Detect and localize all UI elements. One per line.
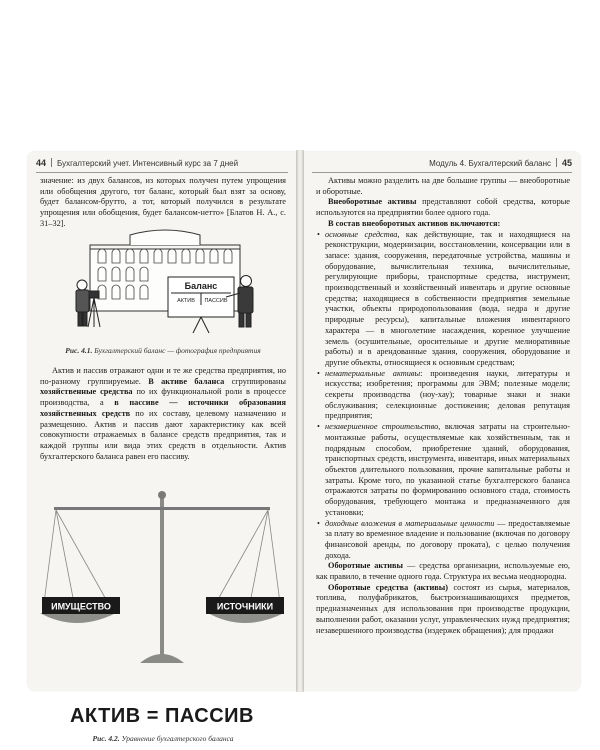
board-title: Баланс: [184, 281, 218, 291]
bullet-icon: •: [317, 422, 320, 432]
list-item: • нематериальные активы: произведения науки, литературы и искусства; изобретения; программы для ЭВМ; полезные модели; секреты производства (ноу-хау); товарные знаки и знаки обслуживания; селекционные достижения; деловая репутация предприятия;: [317, 368, 570, 421]
right-page-header: [312, 158, 572, 173]
figure-4-1-illustration: [68, 227, 258, 337]
left-page-header: [36, 158, 288, 173]
noncurrent-assets-list: [316, 230, 570, 562]
left-page: [28, 152, 296, 743]
list-item: • основные средства, как действующие, так и находящиеся на реконструкции, модернизации, восстановлении, консервации или в запасе: здания, сооружения, передаточные устройства, машины и оборудование, вычислительная техника, вычислительные, регулирующие приборы, транспортные средства, инструмент, производственный и хозяйственный инвентарь и другие основные средства; находящиеся в собственности предприятия земельные участки, объекты природопользования (вода, недра и другие природные ресурсы), капитальные вложения инвентарного характера — в многолетние насаждения, коренное улучшение земель (осушительные, оросительные и другие мелиоративные работы) и в арендованные здания, сооружения, оборудование и другие объекты, относящиеся к основным средствам;: [317, 229, 571, 367]
noncurrent-assets-heading: В состав внеоборотных активов включаются:: [328, 218, 501, 228]
board-left-label: АКТИВ: [177, 298, 195, 304]
property-label: ИМУЩЕСТВО: [51, 601, 111, 612]
right-page-body: [316, 176, 570, 636]
list-item: • доходные вложения в материальные ценности — предоставляемые за плату во временное владение и пользование (включая по договору финансовой аренды, по договору проката), с целью получения дохода.: [317, 518, 570, 560]
board-right-label: ПАССИВ: [204, 298, 228, 304]
right-page-number: 45: [561, 158, 572, 168]
right-page: [304, 152, 580, 690]
figure-4-2-scale: [36, 485, 288, 663]
figure-4-2-caption: Рис. 4.2. Уравнение бухгалтерского баланса: [92, 734, 234, 743]
book-gutter: [296, 150, 304, 692]
bullet-icon: •: [317, 518, 320, 528]
left-page-number: 44: [36, 158, 47, 168]
left-intro-text: значение: из двух балансов, из которых получен путем упрощения или обобщения другого, тот баланс, который был взят за основу, будет балансом-брутто, а тот, который получился в результате упрощения или обобщения, будет балансом-нетто» [Блатов Н. А., с. 31–32].: [40, 176, 286, 228]
sources-label: ИСТОЧНИКИ: [216, 601, 274, 612]
current-assets-paragraph: Оборотные активы — средства организации, используемые ею, как правило, в течение одного года. Структура их весьма неоднородна.: [316, 561, 570, 582]
noncurrent-assets-paragraph: Внеоборотные активы представляют собой средства, которые используются на предприятии более одного года.: [316, 197, 570, 218]
bullet-icon: •: [317, 229, 320, 239]
left-page-running-title: Бухгалтерский учет. Интенсивный курс за 7 дней: [57, 159, 239, 168]
balance-equation: АКТИВ = ПАССИВ: [69, 705, 254, 727]
figure-4-1-caption: Рис. 4.1. Бухгалтерский баланс — фотография предприятия: [65, 346, 261, 355]
right-page-running-title: Модуль 4. Бухгалтерский баланс: [429, 159, 551, 168]
working-capital-paragraph: Оборотные средства (активы) состоят из сырья, материалов, топлива, полуфабрикатов, быстроизнашивающихся предметов, предназначенных для использования при производстве продукции, выполнении работ, оказании услуг, управленческих нужд предприятия; незавершенного производства (издержек обращения); для продажи: [316, 582, 571, 635]
left-paragraph-active-passive: Актив и пассив отражают одни и те же средства предприятия, но по-разному группируемые. В активе баланса сгруппированы хозяйственные средства по их функциональной роли в процессе производства, а в пассиве — источники образования хозяйственных средств по их составу, целевому назначению и размещению. Актив и пассив дают характеристику как всей совокупности отражаемых в балансе средств предприятия, так и каждой группы или вида этих средств в отдельности. Актив бухгалтерского баланса равен его пассиву.: [40, 366, 287, 461]
list-item: • незавершенное строительство, включая затраты на строительно-монтажные работы, осуществляемые как хозяйственным, так и подрядным способом, приобретение зданий, оборудования, транспортных средств, инструмента, инвентаря, иных материальных объектов длительного пользования, прочие капитальные работы и затраты. Кроме того, по указанной статье бухгалтерского баланса отражаются затраты по формированию основного стада, стоимость оборудования, требующего монтажа и предназначенного для установки;: [317, 422, 570, 517]
bullet-icon: •: [317, 368, 320, 378]
intro-paragraph: Активы можно разделить на две большие группы — внеоборотные и оборотные.: [316, 176, 570, 196]
